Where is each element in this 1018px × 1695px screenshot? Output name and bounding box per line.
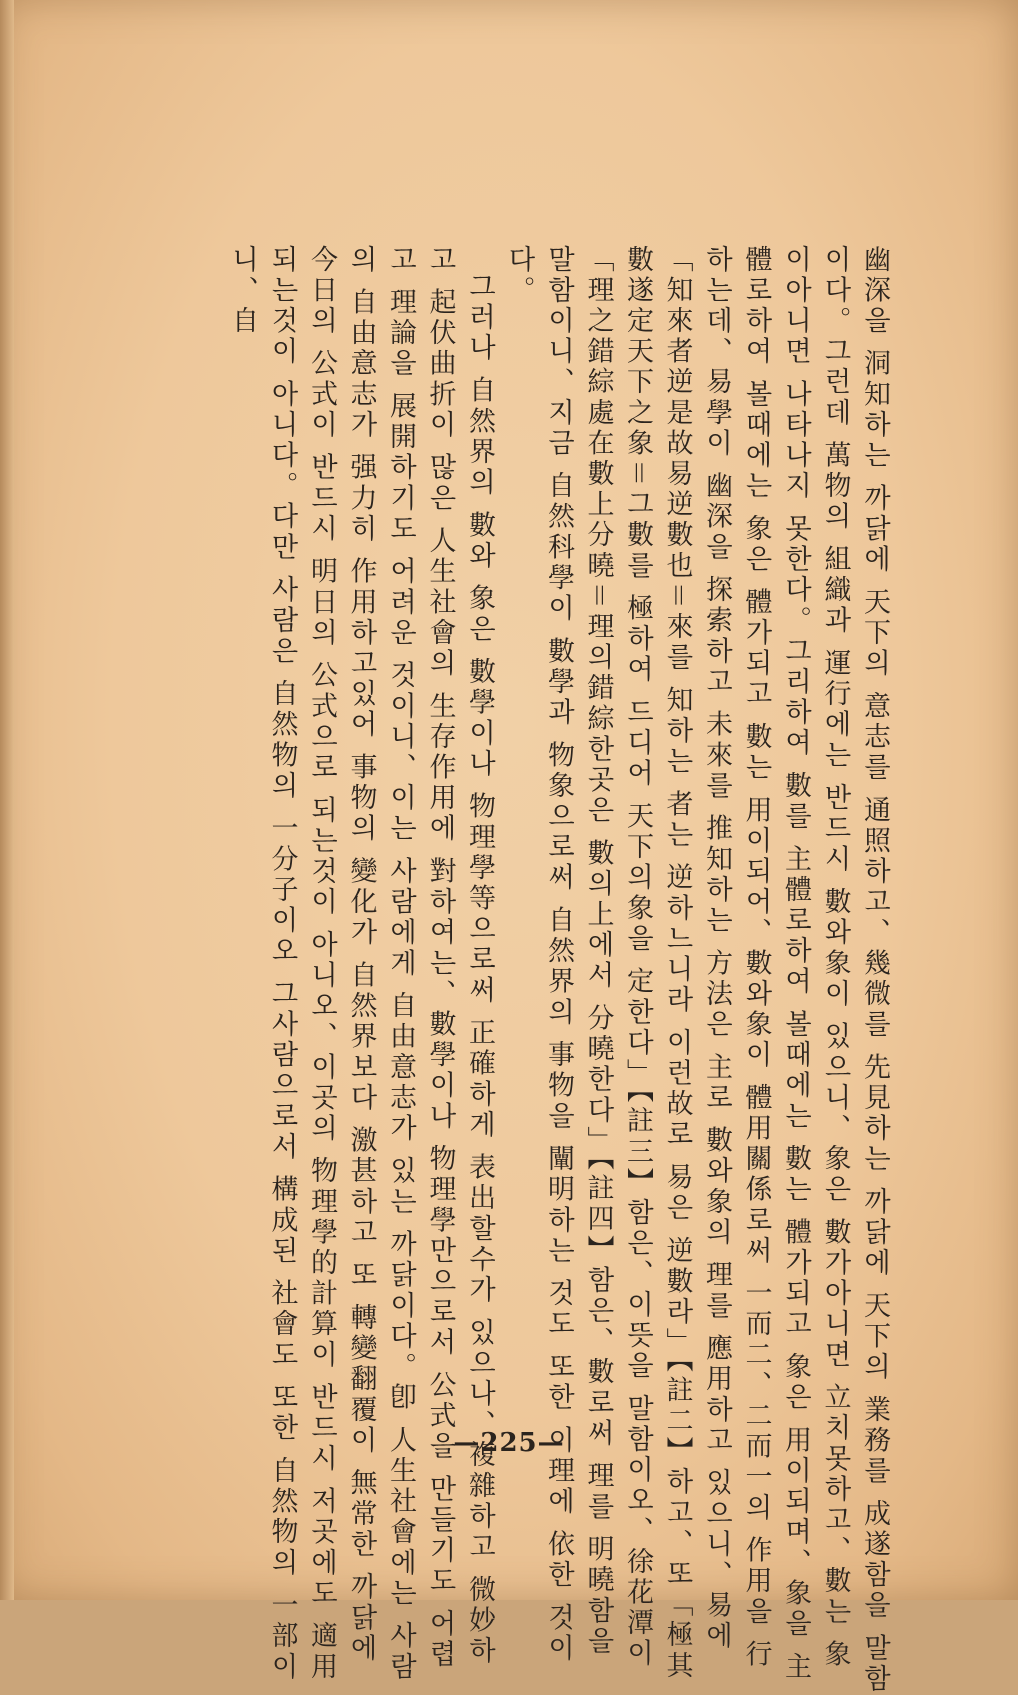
page-binding-edge	[0, 0, 14, 1600]
paragraph-2: 그러나 自然界의 數와 象은 數學이나 物理學等으로써 正確하게 表出할수가 있으나、複雜하고 微妙하고 起伏曲折이 많은 人生社會의 生存作用에 對하여는、數學이나 物理學만으로서 公式을 만들기도 어렵고 理論을 展開하기도 어려운 것이니、이는 사람에게 自由意志가 있는 까닭이다。卽 人生社會에는 사람의 自由意志가 强力히 作用하고있어 事物의 變化가 自然界보다 激甚하고 또 轉變翻覆이 無常한 까닭에 今日의 公式이 반드시 明日의 公式으로 되는것이 아니오、이곳의 物理學的計算이 반드시 저곳에도 適用되는것이 아니다。다만 사람은 自然物의 一分子이오 그사람으로서 構成된 社會도 또한 自然物의 一部이니、自	[227, 245, 495, 1683]
paragraph-1: 幽深을 洞知하는 까닭에 天下의 意志를 通照하고、幾微를 先見하는 까닭에 天下의 業務를 成遂함을 말함이다。그런데 萬物의 組織과 運行에는 반드시 數와象이 있으니、象은 數가아니면 立치못하고、數는 象이아니면 나타나지 못한다。그리하여 數를 主體로하여 볼때에는 數는 體가되고 象은 用이되며、象을 主體로하여 볼때에는 象은 體가되고 數는 用이되어、數와象이 體用關係로써 一而二、二而一의 作用을 行하는데、易學이 幽深을 探索하고 未來를 推知하는 方法은 主로 數와象의 理를 應用하고 있으니、易에「知來者逆是故易逆數也＝來를 知하는 者는 逆하느니라 이런故로 易은 逆數라」【註二】하고、또「極其數遂定天下之象＝그數를 極하여 드디어 天下의象을 定한다」【註三】함은、이뜻을 말함이오、徐花潭이「理之錯綜處在數上分曉＝理의錯綜한곳은 數의上에서 分曉한다」【註四】함은、數로써 理를 明曉함을 말함이니、지금 自然科學이 數學과 物象으로써 自然界의 事物을 闡明하는 것도 또한 이理에 依한 것이다。	[503, 245, 890, 1695]
page-number: —225—	[453, 1428, 565, 1458]
vertical-text-block	[104, 245, 894, 1695]
